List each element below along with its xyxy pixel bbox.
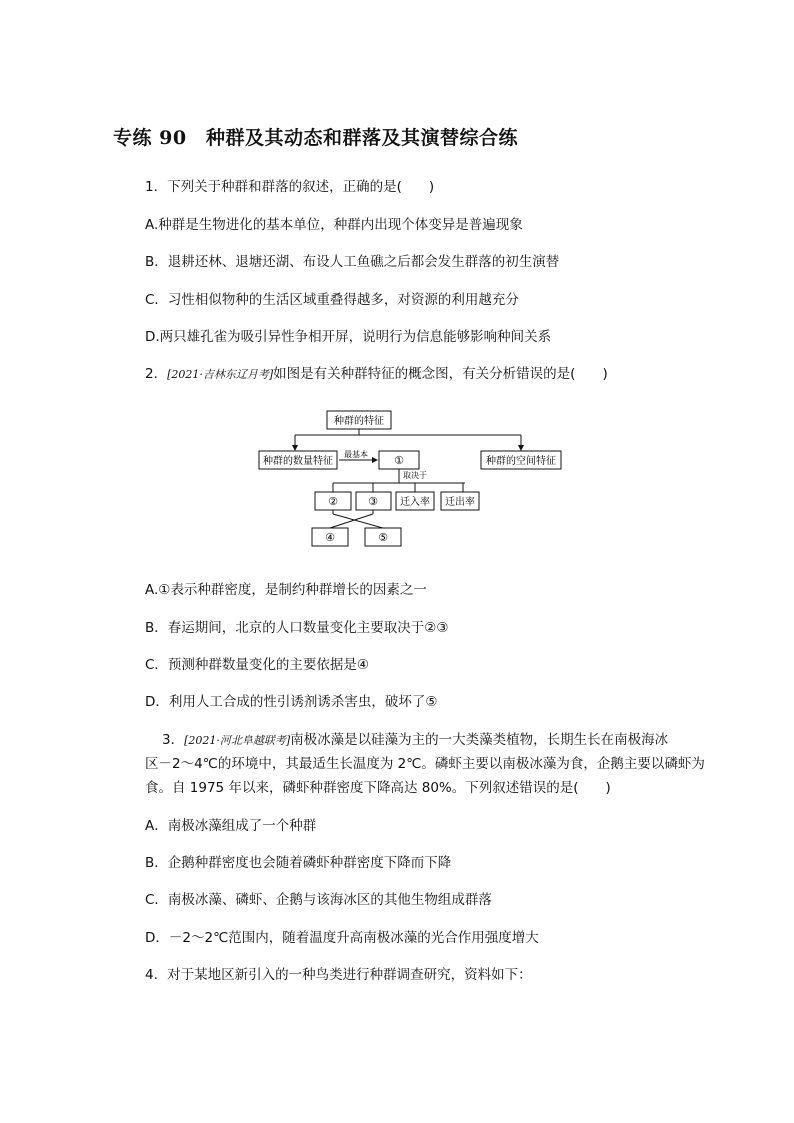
question-3-source: [2021·河北阜越联考] xyxy=(184,734,291,747)
question-1-option-b: B．退耕还林、退塘还湖、布设人工鱼礁之后都会发生群落的初生演替 xyxy=(145,254,560,270)
edge-label-depends: 取决于 xyxy=(403,471,427,480)
population-characteristics-diagram xyxy=(255,408,565,550)
question-3-stem-line3: 食。自 1975 年以来，磷虾种群密度下降高达 80%。下列叙述错误的是( ) xyxy=(145,780,611,796)
question-1-option-a: A.种群是生物进化的基本单位，种群内出现个体变异是普遍现象 xyxy=(145,217,523,233)
question-3-option-b: B．企鹅种群密度也会随着磷虾种群密度下降而下降 xyxy=(145,855,452,871)
question-1-option-d: D.两只雄孔雀为吸引异性争相开屏，说明行为信息能够影响种间关系 xyxy=(145,329,552,345)
question-1-stem: 1．下列关于种群和群落的叙述，正确的是( ) xyxy=(145,179,435,195)
page-title: 专练 90 种群及其动态和群落及其演替综合练 xyxy=(113,127,519,149)
node-4-label: ④ xyxy=(325,531,335,544)
question-2-number: 2． xyxy=(145,366,168,382)
node-5-label: ⑤ xyxy=(378,531,388,544)
node-emigration-label: 迁出率 xyxy=(445,497,475,508)
node-immigration-label: 迁入率 xyxy=(400,497,430,508)
node-root-label: 种群的特征 xyxy=(334,416,384,427)
question-2-text: 如图是有关种群特征的概念图，有关分析错误的是( ) xyxy=(273,366,608,382)
node-2-label: ② xyxy=(328,495,338,508)
question-2-stem xyxy=(145,362,608,382)
question-1-option-c: C．习性相似物种的生活区域重叠得越多，对资源的利用越充分 xyxy=(145,292,519,308)
question-3-text-line1: 南极冰藻是以硅藻为主的一大类藻类植物，长期生长在南极海冰 xyxy=(290,732,669,748)
node-3-label: ③ xyxy=(368,495,378,508)
node-spatial-label: 种群的空间特征 xyxy=(486,456,556,467)
question-2-option-d: D．利用人工合成的性引诱剂诱杀害虫，破坏了⑤ xyxy=(145,694,438,710)
question-3-number: 3． xyxy=(162,732,185,748)
question-3-option-d: D．－2～2℃范围内，随着温度升高南极冰藻的光合作用强度增大 xyxy=(145,930,539,946)
question-3-option-c: C．南极冰藻、磷虾、企鹅与该海冰区的其他生物组成群落 xyxy=(145,892,492,908)
question-2-source: [2021·吉林东辽月考] xyxy=(167,368,274,381)
edge-label-basic: 最基本 xyxy=(344,450,368,459)
question-3-stem-line1 xyxy=(162,728,668,748)
question-2-option-c: C．预测种群数量变化的主要依据是④ xyxy=(145,657,370,673)
question-2-option-b: B．春运期间，北京的人口数量变化主要取决于②③ xyxy=(145,620,449,636)
question-3-stem-line2: 区－2～4℃的环境中，其最适生长温度为 2℃。磷虾主要以南极冰藻为食，企鹅主要以磷虾为 xyxy=(145,756,705,772)
question-2-option-a: A.①表示种群密度，是制约种群增长的因素之一 xyxy=(145,582,427,598)
question-4-stem: 4．对于某地区新引入的一种鸟类进行种群调查研究，资料如下： xyxy=(145,967,532,983)
node-quantity-label: 种群的数量特征 xyxy=(263,456,333,467)
node-1-label: ① xyxy=(394,454,404,467)
question-3-option-a: A．南极冰藻组成了一个种群 xyxy=(145,818,317,834)
